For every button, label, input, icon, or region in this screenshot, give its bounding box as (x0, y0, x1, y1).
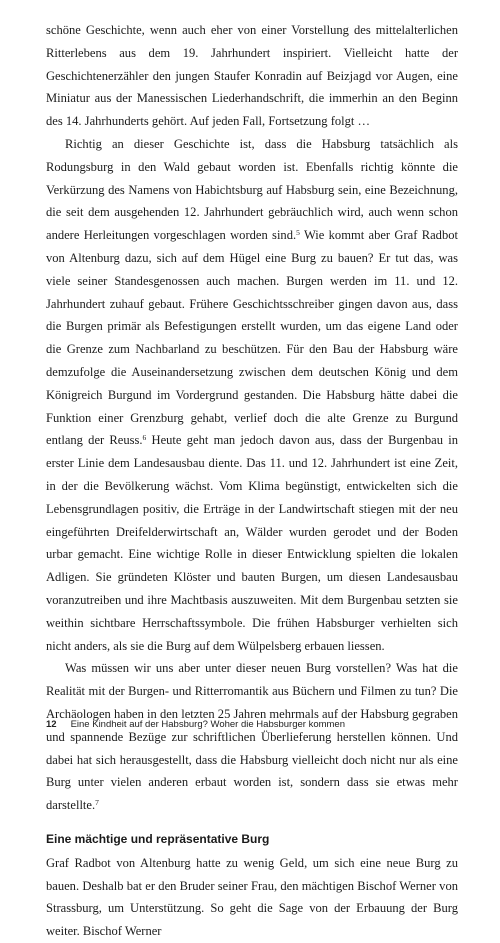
page-number: 12 (46, 719, 57, 730)
paragraph-4: Graf Radbot von Altenburg hatte zu wenig Geld, um sich eine neue Burg zu bauen. Deshalb bat er den Bruder seiner Frau, den mächtigen Bischof Werner von Strassburg, um Unterstützung. So geht die Sage von der Erbauung der Burg weiter. Bischof Werner (46, 855, 458, 939)
footnote-marker-5[interactable]: 5 (296, 228, 300, 238)
paragraph-2-text-c: Heute geht man jedoch davon aus, dass der Burgenbau in erster Linie dem Landesausbau diente. Das 11. und 12. Jahrhundert ist eine Zeit, in der die Bevölkerung wächst. Vom Klima begünstigt, entwickelten sich die Lebensgrundlagen positiv, die Erträge in der Landwirtschaft stiegen mit der neu eingeführten Dreifelderwirtschaft an, Wälder wurden gerodet und der Boden urbar gemacht. Eine wichtige Rolle in dieser Entwicklung spielten die lokalen Adligen. Sie gründeten Klöster und bauten Burgen, um diesen Landesausbau voranzutreiben und ihre Machtbasis auszuweiten. Mit dem Burgenbau setzten sie weithin sichtbare Herrschaftssymbole. Die frühen Habsburger verhielten sich nicht anders, als sie die Burg auf dem Wülpelsberg erbauen liessen. (46, 433, 458, 653)
paragraph-1: schöne Geschichte, wenn auch eher von einer Vorstellung des mittelalterlichen Ritterlebens aus dem 19. Jahrhundert inspiriert. Vielleicht hatte der Geschichtenerzähler den jungen Staufer Konradin auf Beizjagd vor Augen, eine Miniatur aus der Manessischen Liederhandschrift, die immerhin an den Beginn des 14. Jahrhunderts gehört. Auf jeden Fall, Fortsetzung folgt … (46, 23, 458, 129)
footnote-marker-6[interactable]: 6 (142, 433, 147, 443)
paragraph-3-text: Was müssen wir uns aber unter dieser neuen Burg vorstellen? Was hat die Realität mit der Burgen- und Ritterromantik aus Büchern und Filmen zu tun? Die Archäologen haben in den letzten 25 Jahren mehrmals auf der Habsburg gegraben und spannende Bezüge zur schriftlichen Überlieferung herstellen können. Und dabei hat sich herausgestellt, dass die Habsburg vielleicht doch nicht nur als eine Burg unter vielen anderen erbaut worden ist, sondern dass sie etwas mehr darstellte. (46, 661, 458, 813)
section-heading: Eine mächtige und repräsentative Burg (46, 831, 270, 846)
page-footer (46, 718, 458, 732)
paragraph-2-text-b: Wie kommt aber Graf Radbot von Altenburg dazu, sich auf dem Hügel eine Burg zu bauen? Er tut das, was viele seiner Standesgenossen auch machen. Burgen werden im 11. und 12. Jahrhundert zuhauf gebaut. Frühere Geschichtsschreiber gingen davon aus, dass die Burgen primär als Befestigungen erstellt wurden, um das eigene Land oder die Grenze zum Nachbarland zu beschützen. Für den Bau der Habsburg wäre demzufolge die Auseinandersetzung zwischen dem deutschen König und dem Königreich Burgund im Vordergrund gestanden. Die Habsburg hätte dabei die Funktion einer Grenzburg gehabt, verlief doch die alte Grenze zu Burgund entlang der Reuss. (46, 228, 458, 448)
running-title: Eine Kindheit auf der Habsburg? Woher die Habsburger kommen (70, 719, 346, 730)
footnote-marker-7[interactable]: 7 (95, 798, 99, 808)
paragraph-2 (46, 133, 458, 657)
paragraph-2-text-a: Richtig an dieser Geschichte ist, dass die Habsburg tatsächlich als Rodungsburg in den Wald gebaut worden ist. Ebenfalls richtig könnte die Verkürzung des Namens von Habichtsburg auf Habsburg sein, eine Bezeichnung, die seit dem ausgehenden 12. Jahrhundert gebräuchlich wird, auch wenn schon andere Herleitungen vorgeschlagen worden sind. (46, 136, 458, 243)
body-text (46, 19, 458, 943)
paragraph-3 (46, 657, 458, 817)
